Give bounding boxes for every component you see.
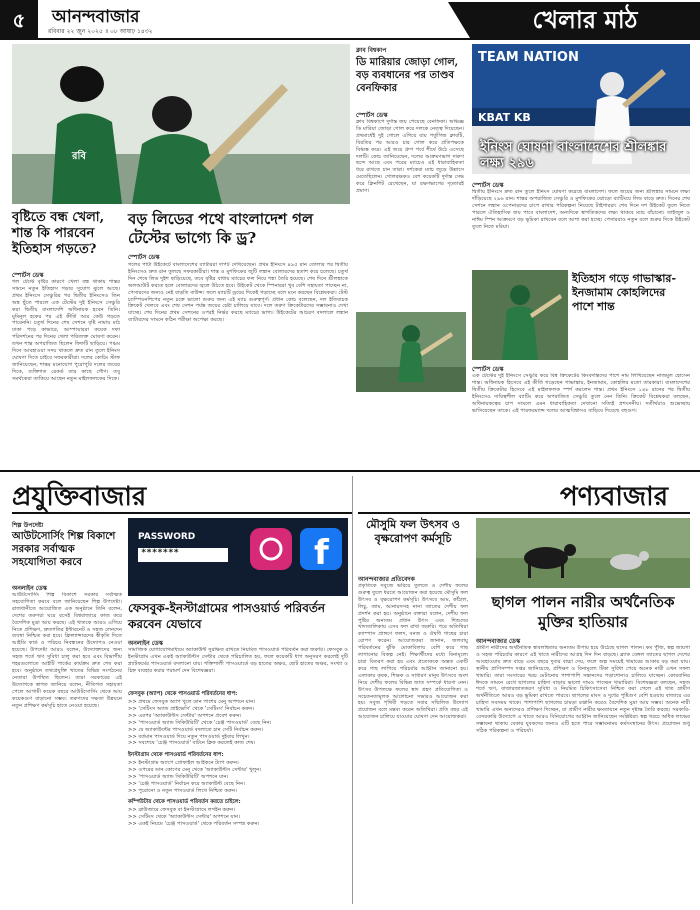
batting-photo (356, 312, 466, 392)
svg-text:f: f (314, 533, 329, 573)
record-byline: স্পোর্টস ডেস্ক (472, 366, 504, 373)
tech-section-title: প্রযুক্তিবাজার (12, 482, 147, 512)
ig-steps-title: ইনস্টাগ্রাম থেকে পাসওয়ার্ড পরিবর্তনের ধাপ: (128, 752, 224, 758)
football-label: ক্লাব বিশ্বকাপ (356, 47, 387, 54)
web-steps-title: কম্পিউটার থেকে পাসওয়ার্ড পরিবর্তন করতে চাইলে: (128, 799, 241, 805)
jersey-label: রবি (72, 151, 86, 162)
password-intro: সামাজিক যোগাযোগমাধ্যমে অ্যাকাউন্ট সুরক্ষিত রাখতে নিয়মিত পাসওয়ার্ড পরিবর্তন করা জরুরি। ফেসবুক ও ইনস্টাগ্রাম এখন একই অ্যাকাউন্টস সেন্টার থেকে পরিচালিত হয়, ফলে কয়েকটি ধাপ অনুসরণ করলেই দুটি প্ল্যাটফর্মের পাসওয়ার্ড বদলানো যায়। শক্তিশালী পাসওয়ার্ডে বড় হাতের অক্ষর, ছোট হাতের অক্ষর, সংখ্যা ও চিহ্ন ব্যবহার করার পরামর্শ দেন বিশেষজ্ঞরা। (128, 647, 348, 674)
left-story-byline: স্পোর্টস ডেস্ক (12, 272, 44, 279)
fruit-body: প্রকৃতিকে সবুজে ভরিয়ে তুলতে ও দেশীয় ফলের গুরুত্ব তুলে ধরতে আয়োজন করা হয়েছে মৌসুমি ফল উৎসব ও বৃক্ষরোপণ কর্মসূচি। উৎসবে আম, কাঁঠাল, লিচু, জাম, আনারসসহ নানা জাতের দেশীয় ফল প্রদর্শন করা হয়। অনুষ্ঠানে বক্তারা বলেন, দেশীয় ফল পুষ্টির অন্যতম প্রধান উৎস এবং শিশুদের খাদ্যতালিকায় এসব ফল রাখা জরুরি। পরে অতিথিরা ক্যাম্পাস প্রাঙ্গণে ফলদ, বনজ ও ঔষধি গাছের চারা রোপণ করেন। আয়োজকরা জানান, জলবায়ু পরিবর্তনের ঝুঁকি মোকাবিলায় বেশি করে গাছ লাগানোর বিকল্প নেই। শিক্ষার্থীদের মধ্যে বিনামূল্যে চারা বিতরণ করা হয় এবং প্রত্যেককে অন্তত একটি করে গাছ লাগিয়ে পরিচর্যার আহ্বান জানানো হয়। এলাকার কৃষক, শিক্ষক ও সাধারণ মানুষ উৎসবে অংশ নিয়ে দেশীয় ফলের বিভিন্ন জাত সম্পর্কে ধারণা নেন। উৎসব উপলক্ষে ফলের স্বাদ গ্রহণ প্রতিযোগিতা ও সচেতনতামূলক আলোচনা সভারও আয়োজন করা হয়। সবুজ পৃথিবী গড়তে সবার সম্মিলিত উদ্যোগ প্রয়োজন বলে মন্তব্য করেন অতিথিরা। প্রতি বছর এই আয়োজন চালিয়ে যাওয়ার ঘোষণা দেন আয়োজকরা। (358, 583, 468, 721)
step-item: >> বর্তমান পাসওয়ার্ড দিয়ে নতুন পাসওয়ার্ড দুইবার লিখুন। (128, 733, 250, 740)
outsourcing-headline: আউটসোর্সিং শিল্প বিকাশে সরকার সর্বাত্মক সহযোগিতা করবে (12, 531, 116, 568)
outsourcing-byline: অনলাইন ডেস্ক (12, 585, 47, 592)
step-item: >> সবশেষে 'চেঞ্জ পাসওয়ার্ড' বাটনে ক্লিক করলেই কাজ শেষ। (128, 740, 256, 747)
step-item: >> যে অ্যাকাউন্টের পাসওয়ার্ড বদলাতে চান সেটি নির্বাচন করুন। (128, 726, 263, 733)
step-item: >> 'পাসওয়ার্ড অ্যান্ড সিকিউরিটি' থেকে 'চেঞ্জ পাসওয়ার্ড' বেছে নিন। (128, 719, 272, 726)
goat-headline: ছাগল পালন নারীর অর্থনৈতিক মুক্তির হাতিয়ার (491, 593, 675, 631)
banner-wedge (448, 2, 470, 38)
main-story-headline: বড় লিডের পথে বাংলাদেশ গল টেস্টের ভাগ্যে কি ড্র? (128, 210, 314, 247)
mid-divider (0, 470, 700, 472)
password-photo-field: ******* (138, 548, 228, 562)
outsourcing-body: আউটসোর্সিং শিল্প বিকাশে সরকার সর্বাত্মক সহযোগিতা করবে বলে জানিয়েছেন শিল্প উপদেষ্টা। রাজধানীতে আয়োজিত এক অনুষ্ঠানে তিনি বলেন, দেশের তরুণরা ঘরে বসেই বিশ্ববাজারে কাজ করে বৈদেশিক মুদ্রা আয় করছে। এই খাতকে আরও এগিয়ে নিতে প্রশিক্ষণ, দ্রুতগতির ইন্টারনেট ও সহজ লেনদেন ব্যবস্থা নিশ্চিত করা হবে। ফ্রিল্যান্সারদের স্বীকৃতি দিতে আইডি কার্ড ও পরিচয় নিবন্ধনের উদ্যোগও নেওয়া হয়েছে। উপদেষ্টা আরও বলেন, উদ্যোক্তাদের জন্য সহজ শর্তে ঋণ সুবিধা চালু করা হবে এবং বিভাগীয় শহরগুলোতে আইটি পার্কের কার্যক্রম দ্রুত শেষ করা হবে। অনুষ্ঠানে তথ্যপ্রযুক্তি খাতের বিভিন্ন সংগঠনের নেতারা উপস্থিত ছিলেন। তারা সরকারের এই উদ্যোগকে স্বাগত জানিয়ে বলেন, নীতিগত সহায়তা পেলে আগামী কয়েক বছরে আউটসোর্সিং থেকে আয় কয়েকগুণ বাড়ানো সম্ভব। তরুণদের দক্ষতা উন্নয়নে নতুন প্রশিক্ষণ কর্মসূচি হাতে নেওয়া হয়েছে। (12, 592, 122, 709)
left-story-body: গল টেস্টে বৃষ্টির কারণে খেলা বন্ধ থাকায় শান্তর সামনে নতুন ইতিহাস গড়ার সুযোগ ঝুলে আছে। প্রথম ইনিংসে সেঞ্চুরির পর দ্বিতীয় ইনিংসেও তিন অঙ্ক ছুঁতে পারলে এক টেস্টের দুই ইনিংসে সেঞ্চুরি করা দ্বিতীয় বাংলাদেশি অধিনায়ক হবেন তিনি। মুমিনুল হকের পর এই কীর্তি আর কেউ গড়তে পারেননি। চতুর্থ দিনের শেষ সেশনে বৃষ্টি নামায় মাঠ ঢাকা পড়ে কাভারে, আম্পায়াররা কয়েক দফা পরিদর্শনের পর দিনের খেলা পরিত্যক্ত ঘোষণা করেন। তখন শান্ত অপরাজিত ছিলেন ফিফটি ছাড়িয়ে। পঞ্চম দিনে আবহাওয়া সদয় থাকলে দ্রুত রান তুলে ইনিংস ঘোষণা দিতে চাইবে সফরকারীরা। দলের কোচিং স্টাফ জানিয়েছেন, শান্তর মনোযোগ পুরোপুরি দলের জয়ের দিকে, ব্যক্তিগত রেকর্ড তার কাছে গৌণ। তবু সমর্থকেরা তাকিয়ে আছেন নতুন মাইলফলকের দিকে। (12, 279, 120, 382)
football-body: ক্লাব বিশ্বকাপে দুর্দান্ত জয় পেয়েছে বেনফিকা। অভিজ্ঞ ডি মারিয়া জোড়া গোল করে দলকে নেতৃত্ব দিয়েছেন। প্রথমার্ধেই দুই গোলে এগিয়ে যায় পর্তুগিজ ক্লাবটি, বিরতির পর আরও চার গোল করে প্রতিপক্ষকে বিধ্বস্ত করে। এই জয়ে গ্রুপ পর্বে শীর্ষে উঠে এসেছে দলটি। কোচ জানিয়েছেন, দলের আক্রমণভাগ দারুণ ছন্দে আছে এবং পরের ম্যাচেও এই ধারাবাহিকতা ধরে রাখতে চান তারা। দর্শকেরা ম্যাচ জুড়ে উল্লাসে মেতেছিলেন। গোলরক্ষকও বেশ কয়েকটি দুর্দান্ত সেভ করে ক্লিনশিট রেখেছেন, যা রক্ষণভাগের দৃঢ়তারই প্রমাণ। (356, 119, 464, 195)
bottom-vertical-divider (352, 476, 353, 904)
outsourcing-kicker: শিল্প উপদেষ্টা (12, 522, 44, 529)
photo-banner-text: KBAT KB (478, 111, 531, 124)
password-headline: ফেসবুক-ইনস্টাগ্রামের পাসওয়ার্ড পরিবর্তন করবেন যেভাবে (128, 601, 326, 631)
tech-section-rule (12, 512, 352, 514)
web-steps-list (128, 807, 348, 828)
fruit-byline: আনন্দবাজার প্রতিবেদক (358, 576, 415, 583)
password-byline: অনলাইন ডেস্ক (128, 640, 163, 647)
main-story-body: গলের পাটা উইকেটে বাংলাদেশের ব্যাটাররা দাপট দেখিয়েছেন। প্রথম ইনিংসে ৪৯৫ রান তোলার পর দ্বিতীয় ইনিংসেও দ্রুত রান তুলছে সফরকারীরা। শান্ত ও মুশফিকের জুটি লঙ্কান বোলারদের হতাশ করে চলেছে। চতুর্থ দিন শেষে লিড দুইশ ছাড়িয়েছে, তবে বৃষ্টির বাধায় ম্যাচের ফল নিয়ে শঙ্কা তৈরি হয়েছে। শেষ দিনে শ্রীলঙ্কাকে অলআউট করতে হলে বোলারদের জ্বলে উঠতে হবে। উইকেট থেকে স্পিনাররা খুব বেশি সহায়তা পাচ্ছেন না, পেসারদের জন্যও নেই বাড়তি বাউন্স। ফলে ম্যাচটি ড্রয়ের দিকেই গড়াচ্ছে বলে মনে করছেন বিশ্লেষকরা। টেস্ট চ্যাম্পিয়নশিপের নতুন চক্রে ভালো শুরুর জন্য এই ম্যাচ গুরুত্বপূর্ণ। প্রধান কোচ বলেছেন, দল ইতিবাচক ক্রিকেট খেলবে এবং শেষ সেশন পর্যন্ত জয়ের চেষ্টা চালিয়ে যাবে। দলে তরুণ ক্রিকেটারদের সম্ভাবনাও দেখা যাচ্ছে। শেষ দিনের প্রথম সেশনের ওপরই নির্ভর করছে ম্যাচের ভাগ্য। উইকেটের আচরণ বদলালে লঙ্কান ব্যাটারদের সামনে কঠিন পরীক্ষা অপেক্ষা করছে। (128, 262, 348, 324)
football-body-cont (356, 396, 464, 464)
fb-steps-title: ফেসবুক (অ্যাপ) থেকে পাসওয়ার্ড পরিবর্তনের ধাপ: (128, 691, 238, 697)
market-section-rule (358, 512, 690, 514)
step-item: >> ব্রাউজারে ফেসবুক বা ইনস্টাগ্রামে লগইন করুন। (128, 807, 236, 813)
market-section-title: পণ্যবাজার (560, 482, 669, 512)
chase-byline: স্পোর্টস ডেস্ক (472, 182, 504, 189)
page-number: ৫ (0, 0, 38, 40)
sports-section-banner: খেলার মাঠ (470, 2, 700, 38)
dateline: রবিবার ২২ জুন ২০২৫ ॥ ০৮ আষাঢ় ১৪৩২ (48, 28, 153, 35)
chase-body: দ্বিতীয় ইনিংসে দ্রুত রান তুলে ইনিংস ঘোষণা করেছে বাংলাদেশ। ফলে জয়ের জন্য শ্রীলঙ্কার সামনে লক্ষ্য দাঁড়িয়েছে ২৯৬ রান। শান্তর অপরাজিত সেঞ্চুরি ও মুশফিকের ঝোড়ো ব্যাটিংয়ে লিড বাড়ে দ্রুত। দিনের শেষ সেশনে লঙ্কান ওপেনারদের চাপে রাখার পরিকল্পনা নিয়েছে টাইগাররা। শেষ দিনে দশ উইকেট তুলে নিতে পারলে ঐতিহাসিক জয় পাবে বাংলাদেশ, অন্যদিকে স্বাগতিকদের লক্ষ্য থাকবে ম্যাচ বাঁচানো। তাইজুল ও নাঈম স্পিন আক্রমণে বড় ভূমিকা রাখবেন বলে আশা করা হচ্ছে। পেসাররাও নতুন বলে শুরুর দিকে উইকেট তুলে নিতে মরিয়া। (472, 189, 690, 230)
goat-byline: আনন্দবাজার ডেস্ক (476, 638, 521, 645)
sports-main-photo (12, 44, 350, 204)
password-photo-label: PASSWORD (138, 532, 196, 542)
ig-steps-list (128, 760, 348, 795)
step-item: >> প্রথমে ফেসবুক অ্যাপ খুলে ডান পাশের মেনু অপশনে যান। (128, 699, 256, 705)
step-item: >> ইনস্টাগ্রাম অ্যাপে প্রোফাইল আইকনে ট্যাপ করুন। (128, 760, 239, 766)
step-item: >> ওপরের ডান কোণের মেনু থেকে 'অ্যাকাউন্টস সেন্টার' খুলুন। (128, 766, 262, 773)
step-item: >> একই নিয়মে 'চেঞ্জ পাসওয়ার্ড' থেকে পরিবর্তন সম্পন্ন করুন। (128, 820, 260, 827)
fb-steps-list (128, 699, 348, 747)
step-item: >> 'চেঞ্জ পাসওয়ার্ড' নির্বাচন করে অ্যাকাউন্ট বেছে নিন। (128, 780, 246, 787)
step-item: >> 'পাসওয়ার্ড অ্যান্ড সিকিউরিটি' অপশনে যান। (128, 773, 229, 780)
goat-body: গ্রামীণ নারীদের অর্থনৈতিক স্বাবলম্বিতার অন্যতম উপায় হয়ে উঠেছে ছাগল পালন। কম পুঁজি, স্বল্প জায়গা ও সহজ পরিচর্যার কারণে এই খাতে নারীদের আগ্রহ দিন দিন বাড়ছে। ব্ল্যাক বেঙ্গল জাতের ছাগল দেশের আবহাওয়ায় দ্রুত বাড়ে এবং বছরে দুবার বাচ্চা দেয়, ফলে অল্প সময়েই খামারের আকার বড় করা যায়। স্থানীয় প্রাণিসম্পদ দপ্তর জানিয়েছে, প্রশিক্ষণ ও বিনামূল্যে টিকা সুবিধা পেয়ে অনেক নারী এখন সফল খামারি। তারা সংসারের খরচ মেটানোর পাশাপাশি সন্তানদের পড়াশোনাও চালিয়ে যাচ্ছেন। কোরবানির ঈদকে সামনে রেখে ছাগলের চাহিদা বাড়ায় ভালো দামও পাচ্ছেন খামারিরা। বিশেষজ্ঞরা বলছেন, সহজ শর্তে ঋণ, বাজারজাতকরণ সুবিধা ও নিয়মিত চিকিৎসাসেবা নিশ্চিত করা গেলে এই খাত গ্রামীণ অর্থনীতিতে আরও বড় ভূমিকা রাখতে পারবে। ছাগলের মাংস ও দুধের পুষ্টিগুণ বেশি হওয়ায় বাজারে এর চাহিদা সবসময় থাকে। পাশাপাশি ছাগলের চামড়া রপ্তানি করেও বৈদেশিক মুদ্রা আয় সম্ভব। অনেক নারী খামারি এখন অন্যদেরও প্রশিক্ষণ দিচ্ছেন, যা গ্রামীণ নারীর ক্ষমতায়নে নতুন দৃষ্টান্ত তৈরি করছে। সরকারি-বেসরকারি উদ্যোগে এ খাতে আরও বিনিয়োগের আহ্বান জানিয়েছেন সংশ্লিষ্টরা। স্বল্প খরচে অধিক লাভের সম্ভাবনা থাকায় বেকার যুবকদের জন্যও এটি হতে পারে সম্ভাবনাময় কর্মসংস্থানের উৎস। প্রয়োজন শুধু সঠিক পরিকল্পনা ও পরিচর্যা। (476, 645, 690, 734)
main-story-byline: স্পোর্টস ডেস্ক (128, 254, 160, 261)
football-byline: স্পোর্টস ডেস্ক (356, 112, 388, 119)
record-photo (472, 270, 568, 360)
step-item: >> সেটিংস থেকে 'অ্যাকাউন্টস সেন্টার' অপশনে যান। (128, 813, 240, 820)
football-headline: ডি মারিয়ার জোড়া গোল, বড় ব্যবধানের পর তাণ্ডব বেনফিকার (356, 57, 459, 94)
fruit-headline: মৌসুমি ফল উৎসব ও বৃক্ষরোপণ কর্মসূচি (366, 518, 460, 545)
masthead: আনন্দবাজার (52, 7, 140, 27)
step-item: >> পুরোনো ও নতুন পাসওয়ার্ড লিখে নিশ্চিত করুন। (128, 787, 237, 794)
goat-photo (476, 518, 690, 588)
chase-headline: ইনিংস ঘোষণা বাংলাদেশের শ্রীলঙ্কার লক্ষ্য ২৯৬ (480, 140, 667, 171)
photo-board-text: TEAM NATION (478, 50, 579, 65)
record-body: এক টেস্টের দুই ইনিংসে সেঞ্চুরি করে বিশ্ব ক্রিকেটের কিংবদন্তিদের পাশে নাম লিখিয়েছেন নাজমুল হোসেন শান্ত। অধিনায়ক হিসেবে এই কীর্তি গড়েছেন গাভাস্কার, ইনজামাম, কোহলির মতো তারকারা। বাংলাদেশের দ্বিতীয় ক্রিকেটার হিসেবে এই মাইলফলক স্পর্শ করলেন শান্ত। প্রথম ইনিংসে ১৪৮ রানের পর দ্বিতীয় ইনিংসেও দায়িত্বশীল ব্যাটিং করে অপরাজিত সেঞ্চুরি তুলে নেন তিনি। ক্রিকেট বিশ্লেষকরা বলছেন, অধিনায়কত্বের চাপ সামলে এমন ধারাবাহিকতা দেখানো সত্যিই প্রশংসনীয়। সতীর্থরাও শুভেচ্ছায় ভাসিয়েছেন তাকে। এই পারফরম্যান্স দলের আত্মবিশ্বাসও বাড়িয়ে দিয়েছে বহুগুণ। (472, 373, 690, 414)
step-item: >> 'সেটিংস অ্যান্ড প্রাইভেসি' থেকে 'সেটিংস' নির্বাচন করুন। (128, 705, 255, 712)
password-photo (128, 518, 348, 596)
left-story-headline: বৃষ্টিতে বন্ধ খেলা, শান্ত কি পারবেন ইতিহাস গড়তে? (12, 210, 105, 257)
record-headline: ইতিহাস গড়ে গাভাস্কার-ইনজামাম কোহলিদের পাশে শান্ত (572, 272, 677, 313)
step-item: >> এরপর 'অ্যাকাউন্টস সেন্টার' অপশনে প্রবেশ করুন। (128, 712, 242, 719)
